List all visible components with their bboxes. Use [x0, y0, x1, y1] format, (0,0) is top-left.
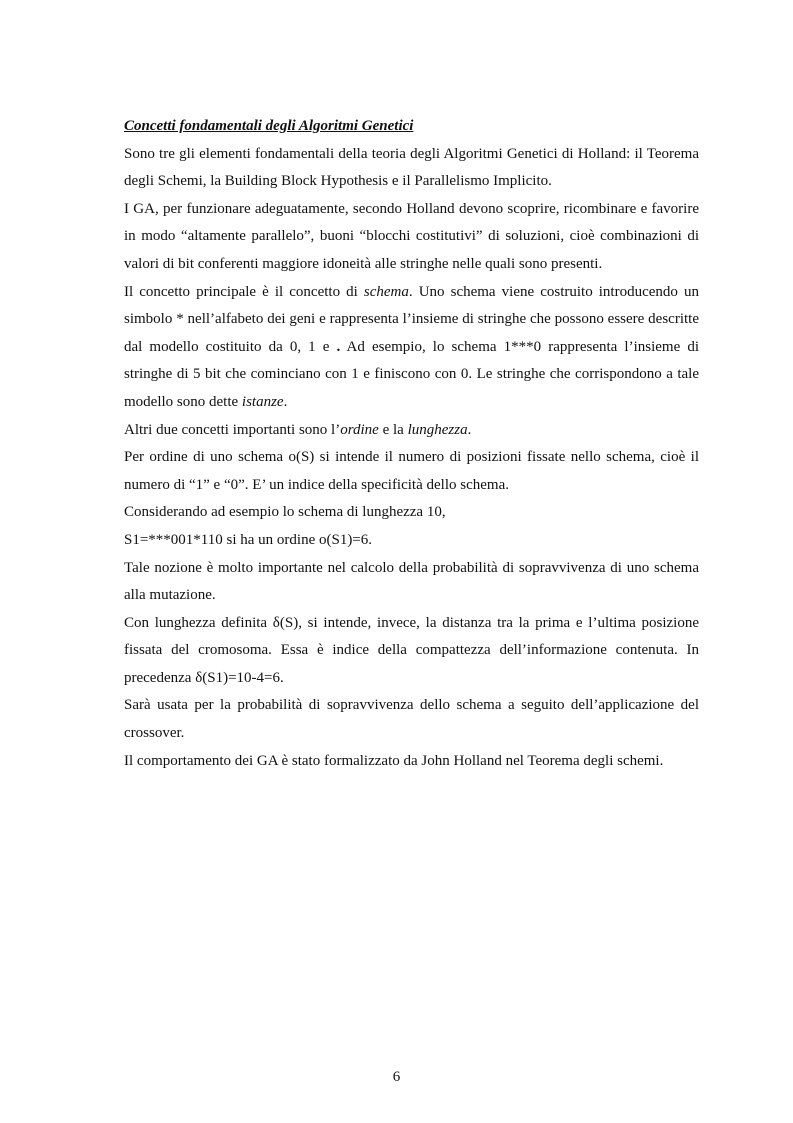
section-title: Concetti fondamentali degli Algoritmi Genetici: [124, 118, 414, 134]
two-concepts-text-3: .: [467, 421, 472, 438]
schema-text-4: .: [283, 393, 288, 410]
two-concepts-text-1: Altri due concetti importanti sono l’: [124, 421, 341, 438]
page-number: 6: [392, 1069, 401, 1085]
paragraph-holland-theorem: Il comportamento dei GA è stato formalizzato da John Holland nel Teorema degli schemi.: [124, 752, 664, 769]
schema-term: schema: [363, 283, 409, 300]
paragraph-ga-holland: I GA, per funzionare adeguatamente, secondo Holland devono scoprire, ricombinare e favorire in modo “altamente parallelo”, buoni “blocchi costitutivi” di soluzioni, cioè combinazioni di valori di bit conferenti maggiore idoneità alle stringhe nelle quali sono presenti.: [124, 200, 699, 272]
paragraph-example-intro: Considerando ad esempio lo schema di lunghezza 10,: [124, 504, 446, 521]
paragraph-example-value: S1=***001*110 si ha un ordine o(S1)=6.: [124, 531, 373, 548]
instances-term: istanze: [241, 393, 284, 410]
paragraph-two-concepts: [124, 417, 699, 445]
order-term: ordine: [340, 421, 379, 438]
paragraph-order-definition: Per ordine di uno schema o(S) si intende il numero di posizioni fissate nello schema, cioè il numero di “1” e “0”. E’ un indice della specificità dello schema.: [124, 449, 699, 493]
length-term: lunghezza: [407, 421, 468, 438]
document-body: [124, 113, 699, 775]
paragraph-intro: Sono tre gli elementi fondamentali della teoria degli Algoritmi Genetici di Holland: il Teorema degli Schemi, la Building Block Hypothesis e il Parallelismo Implicito.: [124, 145, 699, 190]
schema-text-1: Il concetto principale è il concetto di: [124, 283, 364, 300]
paragraph-crossover-note: Sarà usata per la probabilità di sopravvivenza dello schema a seguito dell’applicazione del crossover.: [124, 697, 699, 742]
paragraph-length-definition: Con lunghezza definita δ(S), si intende, invece, la distanza tra la prima e l’ultima posizione fissata del cromosoma. Essa è indice della compattezza dell’informazione contenuta. In precedenza δ(S1)=10-4=6.: [124, 614, 699, 686]
paragraph-schema: [124, 279, 699, 417]
schema-text-2: . Uno schema viene costruito introducendo un simbolo * nell’alfabeto dei geni e rappresenta l’insieme di stringhe che possono essere descritte dal modello costituito da 0, 1 e: [124, 283, 699, 355]
schema-bold-dot: .: [336, 338, 341, 355]
two-concepts-text-2: e la: [378, 421, 408, 438]
paragraph-mutation-note: Tale nozione è molto importante nel calcolo della probabilità di sopravvivenza di uno schema alla mutazione.: [124, 559, 699, 604]
schema-text-3: Ad esempio, lo schema 1***0 rappresenta l’insieme di stringhe di 5 bit che cominciano con 1 e finiscono con 0. Le stringhe che corrispondono a tale modello sono dette: [124, 338, 700, 410]
